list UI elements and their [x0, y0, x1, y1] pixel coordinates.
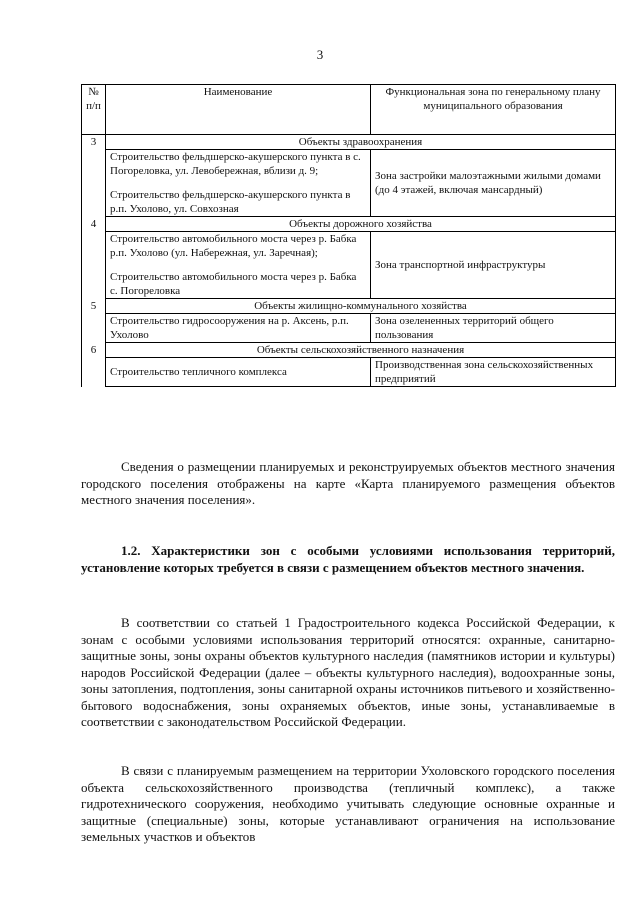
section-number: 6 — [82, 343, 106, 358]
zone-cell: Зона озелененных территорий общего пользования — [371, 314, 616, 343]
table-row — [82, 232, 616, 299]
table-row — [82, 150, 616, 217]
paragraph-zones-definition: В соответствии со статьей 1 Градостроительного кодекса Российской Федерации, к зонам с особыми условиями использования территорий относятся: охранные, санитарно-защитные зоны, зоны охраны объектов культурного наследия (памятников истории и культуры) народов Российской Федерации (далее – объекты культурного наследия), водоохранные зоны, зоны затопления, подтопления, зоны санитарной охраны источников питьевого и хозяйственно-бытового водоснабжения, зоны охраняемых объектов, иные зоны, устанавливаемые в соответствии с законодательством Российской Федерации. — [81, 615, 615, 729]
section-title: Объекты дорожного хозяйства — [106, 217, 616, 232]
section-title: Объекты жилищно-коммунального хозяйства — [106, 299, 616, 314]
section-number: 5 — [82, 299, 106, 314]
table-row — [82, 314, 616, 343]
paragraph-map-reference: Сведения о размещении планируемых и реконструируемых объектов местного значения городского поселения отображены на карте «Карта планируемого размещения объектов местного значения поселения». — [81, 459, 615, 507]
page-number: 3 — [316, 47, 324, 62]
table-header-row — [82, 85, 616, 135]
section-row — [82, 135, 616, 150]
object-cell: Строительство тепличного комплекса — [106, 358, 371, 387]
object-name: Строительство автомобильного моста через р. Бабка с. Погореловка — [110, 271, 357, 297]
planned-objects-table — [81, 84, 616, 387]
section-row — [82, 217, 616, 232]
table-row — [82, 358, 616, 387]
paragraph-planned-objects: В связи с планируемым размещением на территории Ухоловского городского поселения объекта сельскохозяйственного производства (тепличный комплекс), а также гидротехнического сооружения, необходимо учитывать следующие основные охранные и защитные (специальные) зоны, которые устанавливают ограничения на использование земельных участков и объектов — [81, 763, 615, 844]
section-title: Объекты сельскохозяйственного назначения — [106, 343, 616, 358]
header-zone: Функциональная зона по генеральному плану муниципального образования — [371, 85, 616, 135]
object-name: Строительство фельдшерско-акушерского пункта в р.п. Ухолово, ул. Совхозная — [110, 189, 351, 215]
zone-cell: Производственная зона сельскохозяйственных предприятий — [371, 358, 616, 387]
object-name: Строительство фельдшерско-акушерского пункта в с. Погореловка, ул. Левобережная, вблизи д. 9; — [110, 151, 361, 177]
object-cell — [106, 232, 371, 299]
section-row — [82, 343, 616, 358]
zone-cell: Зона застройки малоэтажными жилыми домами (до 4 этажей, включая мансардный) — [371, 150, 616, 217]
object-name: Строительство автомобильного моста через р. Бабка р.п. Ухолово (ул. Набережная, ул. Заречная); — [110, 233, 357, 259]
section-number: 4 — [82, 217, 106, 232]
section-row — [82, 299, 616, 314]
header-name: Наименование — [106, 85, 371, 135]
section-title: Объекты здравоохранения — [106, 135, 616, 150]
object-cell: Строительство гидросооружения на р. Аксень, р.п. Ухолово — [106, 314, 371, 343]
section-number: 3 — [82, 135, 106, 150]
zone-cell: Зона транспортной инфраструктуры — [371, 232, 616, 299]
header-num: № п/п — [82, 85, 106, 135]
section-heading: 1.2. Характеристики зон с особыми условиями использования территорий, установление которых требуется в связи с размещением объектов местного значения. — [81, 543, 615, 575]
object-cell — [106, 150, 371, 217]
